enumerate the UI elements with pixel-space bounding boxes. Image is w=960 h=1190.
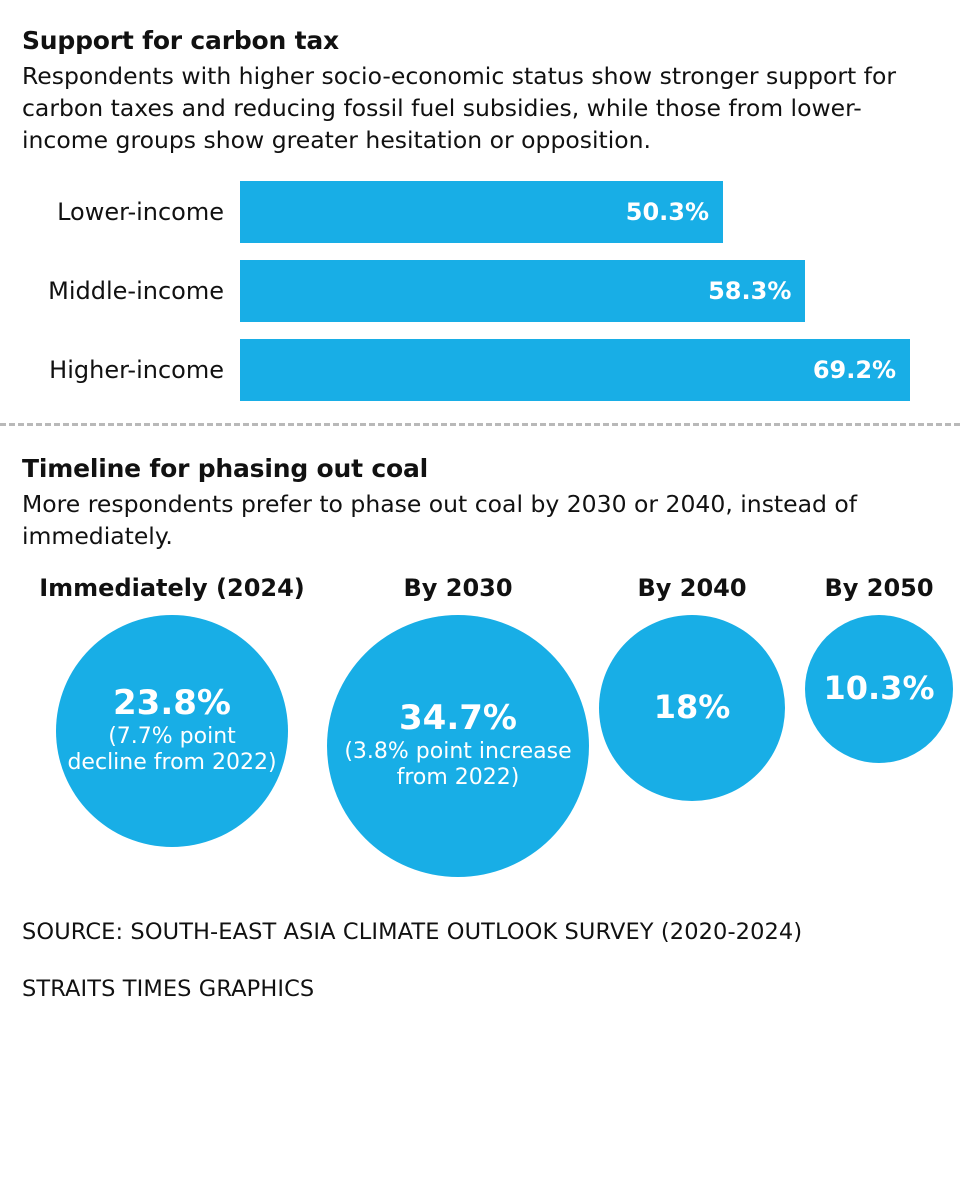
bar-track: [240, 181, 938, 243]
bar-value-middle-income: 58.3%: [708, 276, 792, 305]
carbon-tax-subtitle: Respondents with higher socio-economic status show stronger support for carbon taxes and reducing fossil fuel subsidies, while those from lower-income groups show greater hesitation or opposition.: [22, 62, 896, 154]
bubble-wrap: [56, 615, 288, 847]
bar-fill-lower-income: [240, 181, 723, 243]
bubble-value-2040: 18%: [653, 688, 731, 727]
bar-value-lower-income: 50.3%: [625, 197, 710, 226]
bubble-label-2030: By 2030: [403, 573, 513, 602]
bar-track: [240, 260, 938, 322]
bubble-column-immediately: [22, 575, 322, 847]
bubble-wrap: [327, 615, 589, 877]
bar-track: [240, 339, 938, 401]
bar-row: [22, 339, 938, 401]
bubble-label-immediately: Immediately (2024): [39, 573, 305, 602]
bubble-column-2050: [790, 575, 960, 763]
bubble-note-immediately: (7.7% point decline from 2022): [67, 724, 277, 775]
bubble-column-2030: [322, 575, 594, 877]
carbon-tax-title: Support for carbon tax: [22, 26, 339, 55]
coal-timeline-section: [22, 454, 938, 877]
footer: [22, 917, 938, 1004]
bubble-value-immediately: 23.8%: [113, 683, 231, 724]
bubble-2030: [327, 615, 589, 877]
carbon-tax-bar-chart: [22, 181, 938, 401]
bubble-column-2040: [594, 575, 790, 801]
bar-value-higher-income: 69.2%: [812, 355, 897, 384]
bubble-wrap: [805, 615, 953, 763]
bubble-immediately: [56, 615, 288, 847]
bubble-wrap: [599, 615, 785, 801]
bar-fill-higher-income: [240, 339, 910, 401]
coal-timeline-subtitle: More respondents prefer to phase out coal by 2030 or 2040, instead of immediately.: [22, 489, 858, 550]
bar-label-higher-income: Higher-income: [49, 355, 224, 384]
source-note: SOURCE: SOUTH-EAST ASIA CLIMATE OUTLOOK SURVEY (2020-2024): [22, 919, 803, 946]
bubble-label-2040: By 2040: [637, 573, 747, 602]
bar-label-lower-income: Lower-income: [57, 197, 224, 226]
coal-timeline-bubble-chart: [22, 575, 938, 877]
coal-timeline-title: Timeline for phasing out coal: [22, 453, 428, 483]
bar-fill-middle-income: [240, 260, 805, 322]
bubble-note-2030: (3.8% point increase from 2022): [344, 739, 572, 790]
section-divider: [0, 423, 960, 426]
bubble-2050: [805, 615, 953, 763]
bubble-2040: [599, 615, 785, 801]
graphics-credit: STRAITS TIMES GRAPHICS: [22, 975, 315, 1002]
bar-label-middle-income: Middle-income: [48, 276, 224, 305]
bubble-value-2050: 10.3%: [823, 669, 935, 708]
bar-row: [22, 260, 938, 322]
bar-row: [22, 181, 938, 243]
bubble-value-2030: 34.7%: [399, 698, 517, 739]
carbon-tax-section: [22, 0, 938, 401]
bubble-label-2050: By 2050: [824, 573, 934, 602]
